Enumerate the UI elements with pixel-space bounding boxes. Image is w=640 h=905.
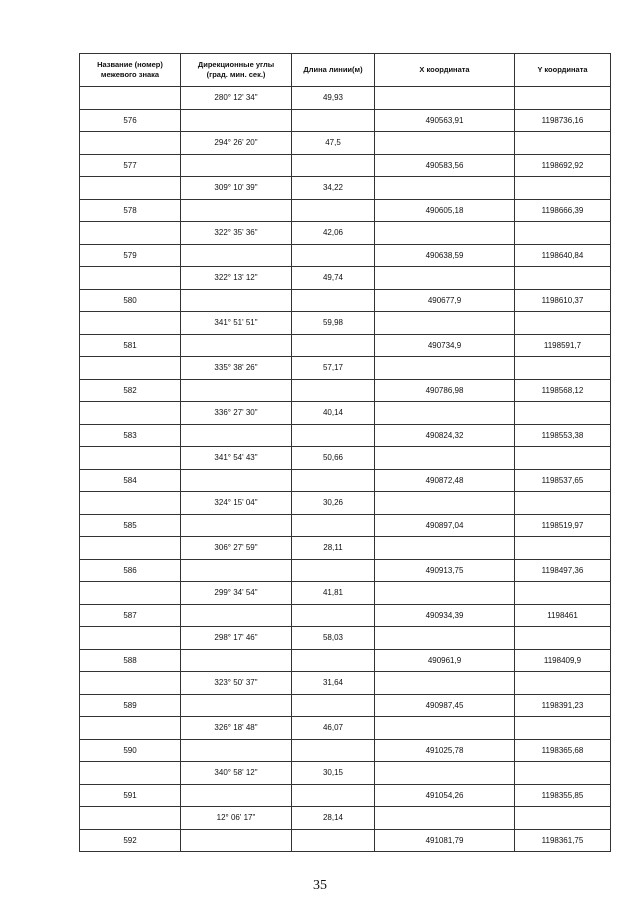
empty-cell — [181, 559, 292, 582]
empty-cell — [515, 312, 611, 335]
point-name-cell: 588 — [80, 649, 181, 672]
line-length-cell: 49,74 — [292, 267, 375, 290]
y-coordinate-cell: 1198591,7 — [515, 334, 611, 357]
empty-cell — [515, 627, 611, 650]
point-name-cell: 589 — [80, 694, 181, 717]
empty-cell — [181, 829, 292, 852]
direction-angle-cell: 298° 17' 46" — [181, 627, 292, 650]
point-name-cell: 585 — [80, 514, 181, 537]
y-coordinate-cell: 1198568,12 — [515, 379, 611, 402]
point-row — [80, 604, 611, 627]
empty-cell — [375, 447, 515, 470]
line-length-cell: 28,14 — [292, 807, 375, 830]
empty-cell — [375, 627, 515, 650]
empty-cell — [80, 222, 181, 245]
empty-cell — [515, 267, 611, 290]
empty-cell — [292, 379, 375, 402]
empty-cell — [375, 312, 515, 335]
direction-angle-cell: 341° 51' 51" — [181, 312, 292, 335]
empty-cell — [292, 514, 375, 537]
empty-cell — [181, 424, 292, 447]
empty-cell — [515, 582, 611, 605]
empty-cell — [375, 762, 515, 785]
point-row — [80, 379, 611, 402]
segment-row — [80, 492, 611, 515]
x-coordinate-cell: 490934,39 — [375, 604, 515, 627]
header-y-coordinate: Y координата — [515, 54, 611, 87]
empty-cell — [292, 154, 375, 177]
point-row — [80, 154, 611, 177]
empty-cell — [80, 717, 181, 740]
empty-cell — [80, 672, 181, 695]
segment-row — [80, 672, 611, 695]
point-row — [80, 424, 611, 447]
y-coordinate-cell: 1198461 — [515, 604, 611, 627]
empty-cell — [292, 424, 375, 447]
point-name-cell: 579 — [80, 244, 181, 267]
empty-cell — [515, 87, 611, 110]
segment-row — [80, 447, 611, 470]
x-coordinate-cell: 490987,45 — [375, 694, 515, 717]
empty-cell — [292, 784, 375, 807]
point-name-cell: 582 — [80, 379, 181, 402]
point-row — [80, 559, 611, 582]
point-row — [80, 199, 611, 222]
direction-angle-cell: 12° 06' 17" — [181, 807, 292, 830]
empty-cell — [80, 312, 181, 335]
empty-cell — [292, 109, 375, 132]
segment-row — [80, 762, 611, 785]
line-length-cell: 28,11 — [292, 537, 375, 560]
empty-cell — [375, 87, 515, 110]
line-length-cell: 30,26 — [292, 492, 375, 515]
direction-angle-cell: 306° 27' 59" — [181, 537, 292, 560]
page-number: 35 — [313, 878, 327, 893]
empty-cell — [181, 604, 292, 627]
x-coordinate-cell: 490961,9 — [375, 649, 515, 672]
empty-cell — [292, 244, 375, 267]
direction-angle-cell: 322° 13' 12" — [181, 267, 292, 290]
empty-cell — [292, 694, 375, 717]
point-name-cell: 581 — [80, 334, 181, 357]
line-length-cell: 30,15 — [292, 762, 375, 785]
empty-cell — [181, 694, 292, 717]
direction-angle-cell: 323° 50' 37" — [181, 672, 292, 695]
empty-cell — [515, 177, 611, 200]
empty-cell — [80, 762, 181, 785]
point-row — [80, 244, 611, 267]
line-length-cell: 31,64 — [292, 672, 375, 695]
empty-cell — [375, 537, 515, 560]
segment-row — [80, 267, 611, 290]
y-coordinate-cell: 1198553,38 — [515, 424, 611, 447]
empty-cell — [375, 222, 515, 245]
x-coordinate-cell: 490563,91 — [375, 109, 515, 132]
direction-angle-cell: 309° 10' 39" — [181, 177, 292, 200]
x-coordinate-cell: 490605,18 — [375, 199, 515, 222]
x-coordinate-cell: 490734,9 — [375, 334, 515, 357]
empty-cell — [375, 717, 515, 740]
line-length-cell: 47,5 — [292, 132, 375, 155]
empty-cell — [515, 447, 611, 470]
line-length-cell: 42,06 — [292, 222, 375, 245]
empty-cell — [515, 537, 611, 560]
empty-cell — [80, 87, 181, 110]
header-x-coordinate: X координата — [375, 54, 515, 87]
segment-row — [80, 312, 611, 335]
y-coordinate-cell: 1198692,92 — [515, 154, 611, 177]
y-coordinate-cell: 1198497,36 — [515, 559, 611, 582]
empty-cell — [181, 199, 292, 222]
y-coordinate-cell: 1198537,65 — [515, 469, 611, 492]
empty-cell — [80, 402, 181, 425]
header-line-length: Длина линии(м) — [292, 54, 375, 87]
segment-row — [80, 132, 611, 155]
empty-cell — [292, 739, 375, 762]
empty-cell — [80, 492, 181, 515]
line-length-cell: 40,14 — [292, 402, 375, 425]
y-coordinate-cell: 1198365,68 — [515, 739, 611, 762]
empty-cell — [375, 492, 515, 515]
direction-angle-cell: 326° 18' 48" — [181, 717, 292, 740]
x-coordinate-cell: 490897,04 — [375, 514, 515, 537]
empty-cell — [181, 784, 292, 807]
empty-cell — [292, 334, 375, 357]
empty-cell — [181, 469, 292, 492]
empty-cell — [375, 582, 515, 605]
y-coordinate-cell: 1198361,75 — [515, 829, 611, 852]
point-name-cell: 584 — [80, 469, 181, 492]
empty-cell — [181, 379, 292, 402]
table-header-row — [80, 54, 611, 87]
direction-angle-cell: 341° 54' 43" — [181, 447, 292, 470]
line-length-cell: 50,66 — [292, 447, 375, 470]
segment-row — [80, 717, 611, 740]
empty-cell — [181, 109, 292, 132]
direction-angle-cell: 322° 35' 36" — [181, 222, 292, 245]
direction-angle-cell: 294° 26' 20" — [181, 132, 292, 155]
point-name-cell: 580 — [80, 289, 181, 312]
empty-cell — [292, 199, 375, 222]
point-name-cell: 591 — [80, 784, 181, 807]
empty-cell — [515, 672, 611, 695]
empty-cell — [292, 649, 375, 672]
point-name-cell: 577 — [80, 154, 181, 177]
empty-cell — [181, 289, 292, 312]
x-coordinate-cell: 491025,78 — [375, 739, 515, 762]
direction-angle-cell: 336° 27' 30" — [181, 402, 292, 425]
point-row — [80, 514, 611, 537]
x-coordinate-cell: 490872,48 — [375, 469, 515, 492]
segment-row — [80, 627, 611, 650]
x-coordinate-cell: 490913,75 — [375, 559, 515, 582]
x-coordinate-cell: 491081,79 — [375, 829, 515, 852]
y-coordinate-cell: 1198640,84 — [515, 244, 611, 267]
empty-cell — [375, 177, 515, 200]
point-row — [80, 289, 611, 312]
line-length-cell: 41,81 — [292, 582, 375, 605]
segment-row — [80, 222, 611, 245]
header-point-name: Название (номер) межевого знака — [80, 54, 181, 87]
empty-cell — [80, 537, 181, 560]
line-length-cell: 49,93 — [292, 87, 375, 110]
y-coordinate-cell: 1198519,97 — [515, 514, 611, 537]
x-coordinate-cell: 491054,26 — [375, 784, 515, 807]
empty-cell — [181, 334, 292, 357]
direction-angle-cell: 340° 58' 12" — [181, 762, 292, 785]
x-coordinate-cell: 490824,32 — [375, 424, 515, 447]
line-length-cell: 59,98 — [292, 312, 375, 335]
point-name-cell: 586 — [80, 559, 181, 582]
empty-cell — [181, 244, 292, 267]
empty-cell — [515, 132, 611, 155]
segment-row — [80, 537, 611, 560]
empty-cell — [80, 807, 181, 830]
y-coordinate-cell: 1198666,39 — [515, 199, 611, 222]
empty-cell — [80, 267, 181, 290]
point-name-cell: 578 — [80, 199, 181, 222]
empty-cell — [181, 154, 292, 177]
point-row — [80, 649, 611, 672]
y-coordinate-cell: 1198610,37 — [515, 289, 611, 312]
direction-angle-cell: 324° 15' 04" — [181, 492, 292, 515]
empty-cell — [292, 289, 375, 312]
empty-cell — [292, 604, 375, 627]
point-row — [80, 334, 611, 357]
empty-cell — [515, 492, 611, 515]
y-coordinate-cell: 1198355,85 — [515, 784, 611, 807]
x-coordinate-cell: 490786,98 — [375, 379, 515, 402]
header-direction-angle: Дирекционные углы (град. мин. сек.) — [181, 54, 292, 87]
point-name-cell: 587 — [80, 604, 181, 627]
empty-cell — [375, 357, 515, 380]
x-coordinate-cell: 490638,59 — [375, 244, 515, 267]
point-name-cell: 592 — [80, 829, 181, 852]
empty-cell — [375, 402, 515, 425]
empty-cell — [515, 222, 611, 245]
empty-cell — [181, 739, 292, 762]
empty-cell — [375, 807, 515, 830]
segment-row — [80, 87, 611, 110]
point-name-cell: 583 — [80, 424, 181, 447]
point-row — [80, 739, 611, 762]
empty-cell — [80, 132, 181, 155]
point-name-cell: 576 — [80, 109, 181, 132]
segment-row — [80, 177, 611, 200]
point-row — [80, 694, 611, 717]
empty-cell — [80, 627, 181, 650]
empty-cell — [515, 762, 611, 785]
empty-cell — [181, 514, 292, 537]
line-length-cell: 57,17 — [292, 357, 375, 380]
x-coordinate-cell: 490677,9 — [375, 289, 515, 312]
empty-cell — [80, 447, 181, 470]
empty-cell — [292, 829, 375, 852]
direction-angle-cell: 280° 12' 34" — [181, 87, 292, 110]
segment-row — [80, 402, 611, 425]
direction-angle-cell: 299° 34' 54" — [181, 582, 292, 605]
empty-cell — [515, 807, 611, 830]
segment-row — [80, 357, 611, 380]
point-name-cell: 590 — [80, 739, 181, 762]
line-length-cell: 46,07 — [292, 717, 375, 740]
empty-cell — [515, 717, 611, 740]
x-coordinate-cell: 490583,56 — [375, 154, 515, 177]
y-coordinate-cell: 1198391,23 — [515, 694, 611, 717]
empty-cell — [181, 649, 292, 672]
point-row — [80, 109, 611, 132]
segment-row — [80, 807, 611, 830]
y-coordinate-cell: 1198409,9 — [515, 649, 611, 672]
line-length-cell: 58,03 — [292, 627, 375, 650]
empty-cell — [515, 402, 611, 425]
empty-cell — [515, 357, 611, 380]
table-body — [80, 87, 611, 852]
boundary-coordinates-table — [79, 53, 611, 852]
empty-cell — [375, 267, 515, 290]
point-row — [80, 469, 611, 492]
point-row — [80, 784, 611, 807]
y-coordinate-cell: 1198736,16 — [515, 109, 611, 132]
direction-angle-cell: 335° 38' 26" — [181, 357, 292, 380]
empty-cell — [80, 177, 181, 200]
empty-cell — [80, 357, 181, 380]
empty-cell — [292, 469, 375, 492]
empty-cell — [292, 559, 375, 582]
segment-row — [80, 582, 611, 605]
empty-cell — [375, 672, 515, 695]
empty-cell — [375, 132, 515, 155]
line-length-cell: 34,22 — [292, 177, 375, 200]
point-row — [80, 829, 611, 852]
empty-cell — [80, 582, 181, 605]
